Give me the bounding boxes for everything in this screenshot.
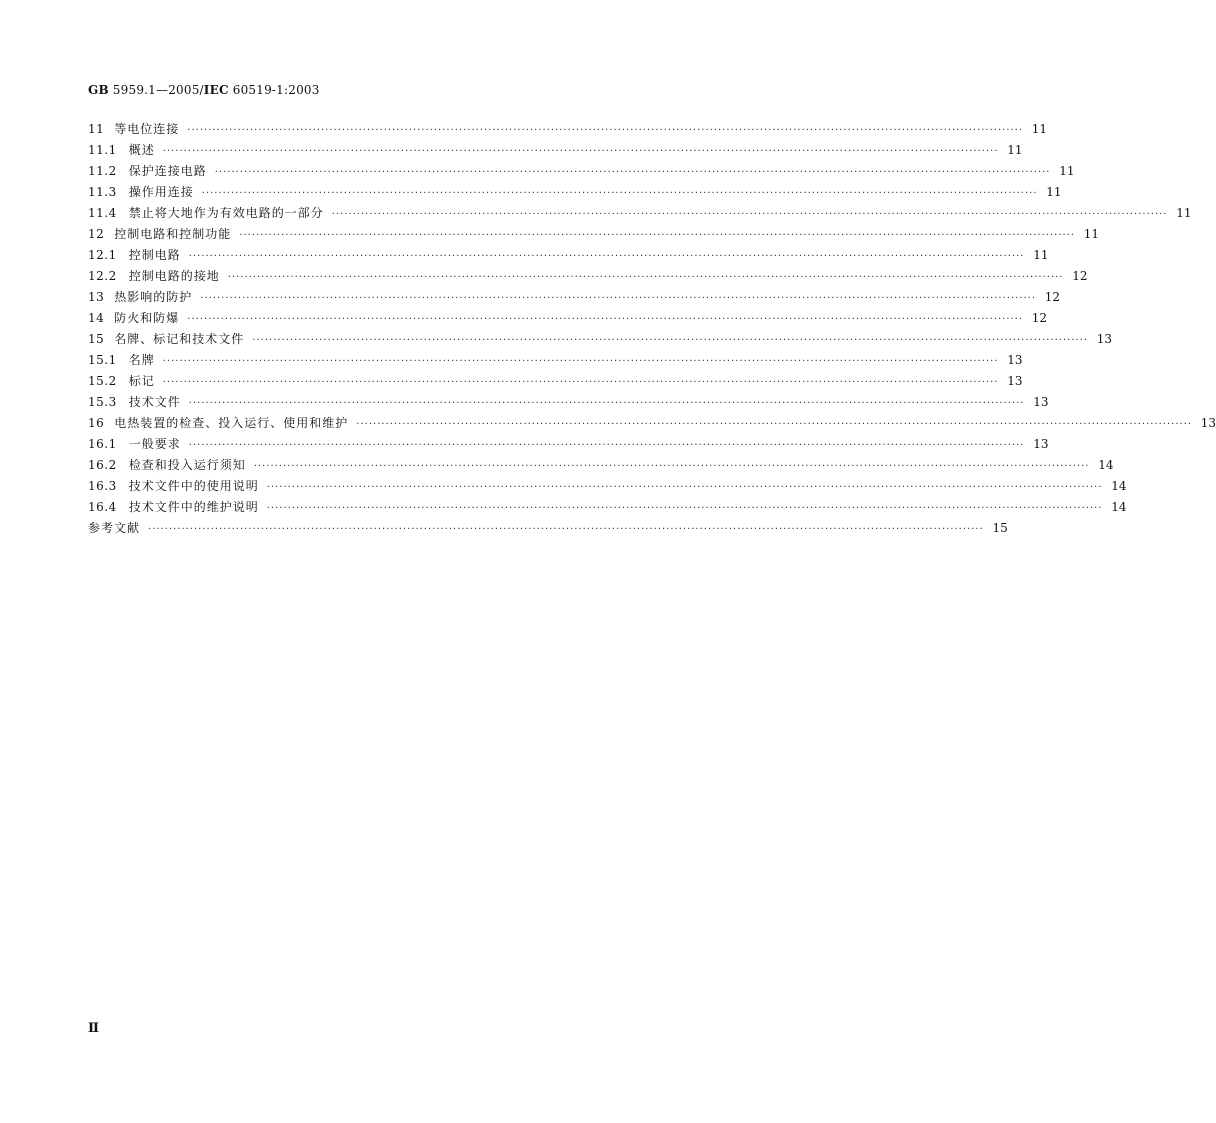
dot-leader: ········································································································································································································ bbox=[200, 293, 1037, 304]
toc-entry[interactable] bbox=[88, 224, 1100, 245]
toc-entry-page: 11 bbox=[1176, 206, 1192, 220]
toc-entry[interactable] bbox=[88, 413, 1216, 434]
toc-entry-title: 防火和防爆 bbox=[114, 311, 180, 325]
dot-leader: ········································································································································································································ bbox=[162, 377, 999, 388]
toc-entry[interactable] bbox=[88, 476, 1127, 497]
toc-entry[interactable] bbox=[88, 266, 1088, 287]
toc-entry[interactable] bbox=[88, 497, 1127, 518]
toc-entry-title: 技术文件中的维护说明 bbox=[128, 500, 259, 514]
toc-entry-page: 11 bbox=[1059, 164, 1075, 178]
toc-entry-title: 一般要求 bbox=[128, 437, 181, 451]
table-of-contents bbox=[88, 119, 1216, 539]
toc-entry-number: 16 bbox=[88, 416, 105, 430]
toc-entry[interactable] bbox=[88, 392, 1049, 413]
toc-entry-references[interactable] bbox=[88, 518, 1008, 539]
dot-leader: ········································································································································································································ bbox=[266, 503, 1103, 514]
toc-entry-page: 12 bbox=[1031, 311, 1048, 325]
dot-leader: ········································································································································································································ bbox=[252, 335, 1089, 346]
toc-entry-title: 名牌 bbox=[128, 353, 155, 367]
toc-entry-page: 12 bbox=[1044, 290, 1061, 304]
dot-leader: ········································································································································································································ bbox=[239, 230, 1076, 241]
toc-entry[interactable] bbox=[88, 161, 1075, 182]
toc-entry[interactable] bbox=[88, 350, 1023, 371]
toc-entry-number: 15.3 bbox=[88, 395, 117, 409]
dot-leader: ········································································································································································································ bbox=[188, 398, 1025, 409]
dot-leader: ········································································································································································································ bbox=[187, 314, 1024, 325]
document-header bbox=[88, 83, 320, 97]
toc-entry-page: 13 bbox=[1007, 353, 1023, 367]
toc-entry-number: 12 bbox=[88, 227, 105, 241]
iec-number: 60519-1:2003 bbox=[228, 83, 320, 97]
toc-entry-number: 15.2 bbox=[88, 374, 117, 388]
toc-entry-title: 操作用连接 bbox=[128, 185, 194, 199]
toc-entry[interactable] bbox=[88, 308, 1048, 329]
dot-leader: ········································································································································································································ bbox=[227, 272, 1064, 283]
toc-entry-page: 11 bbox=[1007, 143, 1023, 157]
toc-entry-title: 等电位连接 bbox=[114, 122, 180, 136]
toc-entry-title: 技术文件 bbox=[128, 395, 181, 409]
toc-entry-page: 15 bbox=[992, 521, 1008, 535]
toc-entry-page: 14 bbox=[1098, 458, 1114, 472]
toc-entry-page: 14 bbox=[1111, 500, 1127, 514]
dot-leader: ········································································································································································································ bbox=[356, 419, 1193, 430]
toc-entry-title: 标记 bbox=[128, 374, 155, 388]
toc-entry-page: 11 bbox=[1033, 248, 1049, 262]
toc-entry-title: 名牌、标记和技术文件 bbox=[114, 332, 245, 346]
toc-entry-page: 12 bbox=[1072, 269, 1088, 283]
dot-leader: ········································································································································································································ bbox=[162, 146, 999, 157]
toc-entry-page: 11 bbox=[1046, 185, 1062, 199]
toc-entry-title: 控制电路 bbox=[128, 248, 181, 262]
toc-entry-page: 13 bbox=[1200, 416, 1216, 430]
toc-entry-number: 16.3 bbox=[88, 479, 117, 493]
iec-code: IEC bbox=[203, 83, 229, 97]
dot-leader: ········································································································································································································ bbox=[201, 188, 1038, 199]
toc-entry-number: 16.2 bbox=[88, 458, 117, 472]
toc-entry[interactable] bbox=[88, 455, 1114, 476]
toc-entry[interactable] bbox=[88, 182, 1062, 203]
toc-entry-number: 11.4 bbox=[88, 206, 117, 220]
dot-leader: ········································································································································································································ bbox=[214, 167, 1051, 178]
toc-entry-number: 11.2 bbox=[88, 164, 117, 178]
toc-entry[interactable] bbox=[88, 329, 1113, 350]
dot-leader: ········································································································································································································ bbox=[188, 440, 1025, 451]
toc-entry-title: 概述 bbox=[128, 143, 155, 157]
toc-entry[interactable] bbox=[88, 371, 1023, 392]
dot-leader: ········································································································································································································ bbox=[253, 461, 1090, 472]
toc-entry-number: 12.2 bbox=[88, 269, 117, 283]
toc-entry-number: 11 bbox=[88, 122, 105, 136]
toc-entry-title: 控制电路和控制功能 bbox=[114, 227, 232, 241]
toc-entry-number: 14 bbox=[88, 311, 105, 325]
toc-entry-title: 技术文件中的使用说明 bbox=[128, 479, 259, 493]
toc-entry[interactable] bbox=[88, 119, 1048, 140]
toc-entry-page: 13 bbox=[1096, 332, 1113, 346]
dot-leader: ········································································································································································································ bbox=[331, 209, 1168, 220]
dot-leader: ········································································································································································································ bbox=[187, 125, 1024, 136]
toc-entry-title: 检查和投入运行须知 bbox=[128, 458, 246, 472]
toc-entry-page: 13 bbox=[1033, 395, 1049, 409]
toc-entry-page: 11 bbox=[1031, 122, 1048, 136]
toc-entry[interactable] bbox=[88, 434, 1049, 455]
toc-entry[interactable] bbox=[88, 245, 1049, 266]
toc-entry[interactable] bbox=[88, 287, 1061, 308]
toc-entry-page: 14 bbox=[1111, 479, 1127, 493]
toc-entry-title: 控制电路的接地 bbox=[128, 269, 220, 283]
toc-entry-title: 保护连接电路 bbox=[128, 164, 207, 178]
toc-entry-number: 15.1 bbox=[88, 353, 117, 367]
toc-entry-title: 禁止将大地作为有效电路的一部分 bbox=[128, 206, 324, 220]
dot-leader: ········································································································································································································ bbox=[162, 356, 999, 367]
toc-entry-title: 热影响的防护 bbox=[114, 290, 193, 304]
standard-number: 5959.1—2005/ bbox=[108, 83, 204, 97]
toc-entry-number: 13 bbox=[88, 290, 105, 304]
dot-leader: ········································································································································································································ bbox=[188, 251, 1025, 262]
toc-entry-page: 13 bbox=[1033, 437, 1049, 451]
toc-entry-number: 11.3 bbox=[88, 185, 117, 199]
toc-entry-number: 16.4 bbox=[88, 500, 117, 514]
dot-leader: ········································································································································································································ bbox=[148, 524, 984, 535]
toc-entry-number: 16.1 bbox=[88, 437, 117, 451]
toc-entry-title: 参考文献 bbox=[88, 521, 141, 535]
page-number: Ⅱ bbox=[88, 1021, 99, 1036]
toc-entry[interactable] bbox=[88, 140, 1023, 161]
toc-entry-number: 15 bbox=[88, 332, 105, 346]
standard-code: GB bbox=[88, 83, 109, 97]
dot-leader: ········································································································································································································ bbox=[266, 482, 1103, 493]
toc-entry-page: 13 bbox=[1007, 374, 1023, 388]
toc-entry-number: 11.1 bbox=[88, 143, 117, 157]
toc-entry[interactable] bbox=[88, 203, 1192, 224]
toc-entry-number: 12.1 bbox=[88, 248, 117, 262]
toc-entry-title: 电热装置的检查、投入运行、使用和维护 bbox=[114, 416, 349, 430]
toc-entry-page: 11 bbox=[1083, 227, 1100, 241]
